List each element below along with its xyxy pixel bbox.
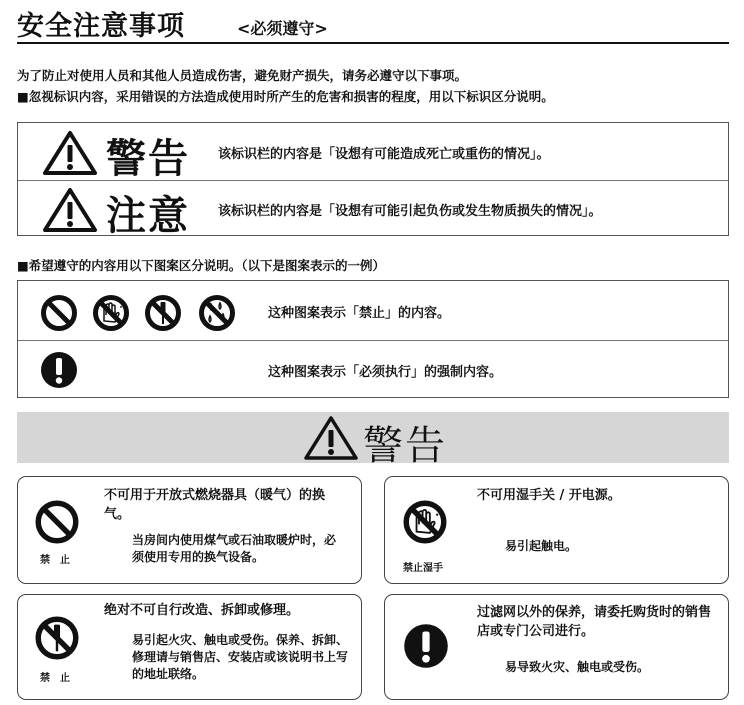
- no-wet-hands-icon: [92, 294, 130, 332]
- warning-triangle-icon: [303, 415, 359, 461]
- symbol-row-prohibited: [18, 281, 728, 340]
- no-water-icon: [198, 294, 236, 332]
- warning-banner: [17, 412, 729, 469]
- warning-card-maintenance: [384, 594, 729, 700]
- card-caption: 禁 止: [40, 555, 70, 566]
- level-desc-caution: 该标识栏的内容是「设想有可能引起负伤或发生物质损失的情况」。: [218, 204, 602, 219]
- level-word-caution: 注意: [106, 193, 190, 239]
- card-body: 易导致火灾、触电或受伤。: [505, 660, 650, 674]
- no-disassembly-icon: [34, 615, 80, 661]
- intro-line-1: 为了防止对使用人员和其他人员造成伤害，避免财产损失，请务必遵守以下事项。: [17, 68, 468, 83]
- card-title: 不可用湿手关 / 开电源。: [477, 488, 621, 503]
- mandatory-icon: [40, 351, 78, 389]
- level-desc-warning: 该标识栏的内容是「设想有可能造成死亡或重伤的情况」。: [218, 147, 550, 162]
- mandatory-icon: [403, 623, 449, 669]
- card-title: 绝对不可自行改造、拆卸或修理。: [104, 603, 300, 618]
- page-title: 安全注意事项: [17, 11, 185, 42]
- card-caption: 禁 止: [40, 673, 70, 684]
- caution-triangle-icon: [42, 187, 98, 233]
- warning-card-combustion: [17, 476, 362, 584]
- no-disassembly-icon: [144, 294, 182, 332]
- prohibited-icon: [34, 499, 80, 545]
- prohibited-icon: [40, 294, 78, 332]
- card-body: 易引起火灾、触电或受伤。保养、拆卸、修理请与销售店、安装店或该说明书上写的地址联络。: [132, 633, 349, 681]
- card-title: 过滤网以外的保养，请委托购货时的销售店或专门公司进行。: [477, 605, 712, 639]
- level-legend: [17, 122, 729, 239]
- level-row-warning: [18, 123, 728, 180]
- symbol-desc-prohibited: 这种图案表示「禁止」的内容。: [268, 306, 451, 321]
- page-subtitle: <必须遵守>: [237, 19, 328, 38]
- warning-triangle-icon: [42, 130, 98, 176]
- warning-card-wet-hands: [384, 476, 729, 584]
- symbols-intro: ■希望遵守的内容用以下图案区分说明。（以下是图案表示的一例）: [17, 258, 386, 273]
- no-wet-hands-icon: [402, 499, 448, 545]
- symbol-desc-mandatory: 这种图案表示「必须执行」的强制内容。: [268, 365, 503, 380]
- card-body: 易引起触电。: [505, 539, 578, 553]
- symbol-legend: [17, 280, 729, 398]
- warning-card-disassembly: [17, 594, 362, 700]
- level-row-caution: [18, 180, 728, 239]
- level-word-warning: 警告: [106, 136, 190, 182]
- page-header: [17, 4, 729, 44]
- card-body: 当房间内使用煤气或石油取暖炉时，必须使用专用的换气设备。: [132, 533, 337, 564]
- intro-line-2: ■忽视标识内容，采用错误的方法造成使用时所产生的危害和损害的程度，用以下标识区分说明。: [17, 89, 554, 104]
- warning-banner-word: 警告: [363, 423, 447, 469]
- card-title: 不可用于开放式燃烧器具（暖气）的换气。: [104, 488, 326, 522]
- symbol-row-mandatory: [18, 340, 728, 398]
- card-caption: 禁止湿手: [403, 563, 443, 574]
